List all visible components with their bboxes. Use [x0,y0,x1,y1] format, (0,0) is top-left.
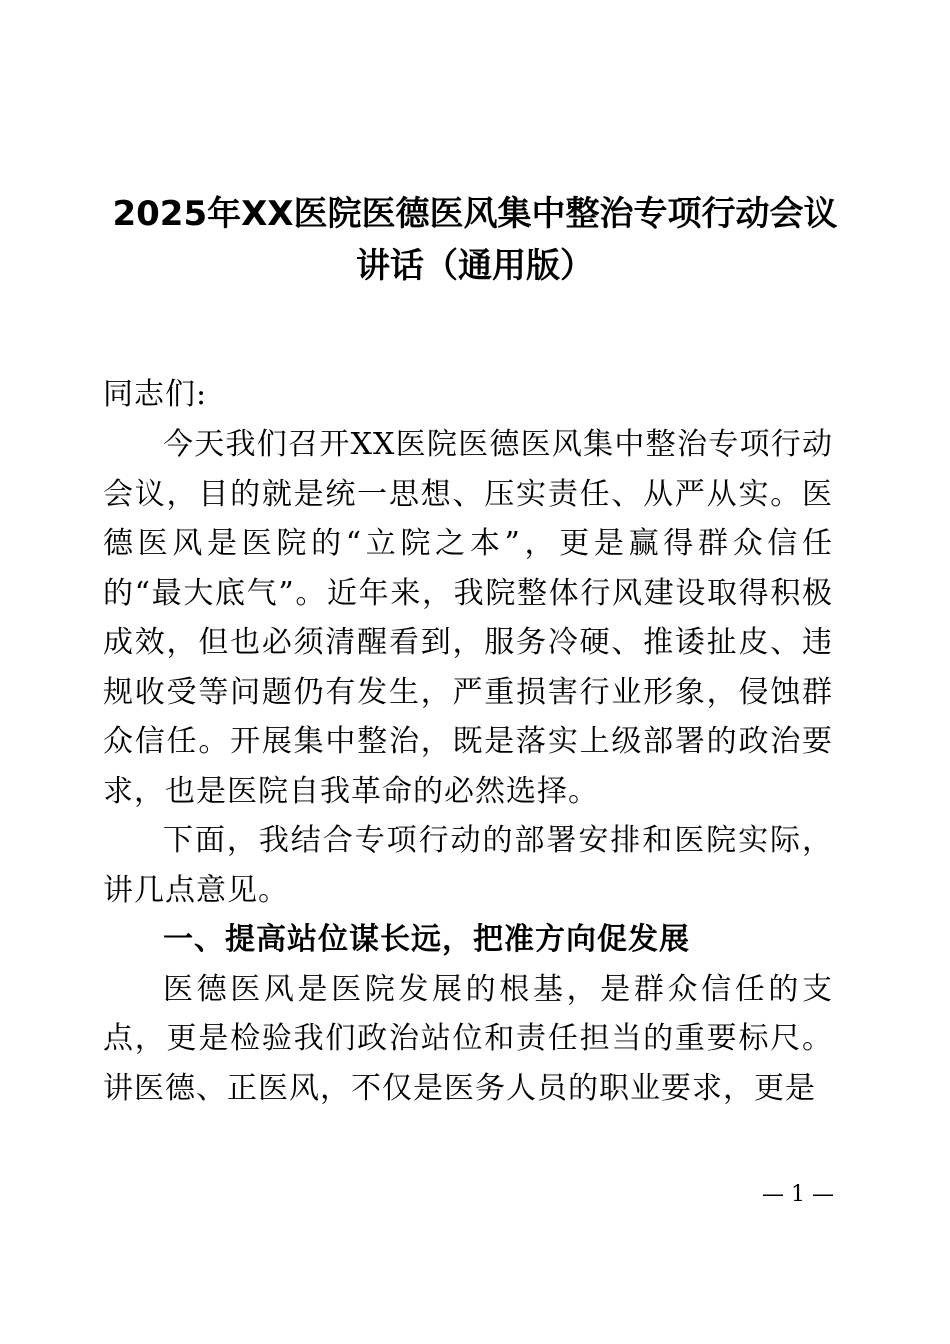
document-body [103,420,833,1113]
salutation: 同志们: [103,377,208,412]
paragraph-section-1: 医德医风是医院发展的根基，是群众信任的支点，更是检验我们政治站位和责任担当的重要标尺。讲医德、正医风，不仅是医务人员的职业要求，更是 [103,971,833,1106]
paragraph-intro: 今天我们召开XX医院医德医风集中整治专项行动会议，目的就是统一思想、压实责任、从严从实。医德医风是医院的“立院之本”，更是赢得群众信任的“最大底气”。近年来，我院整体行风建设取得积极成效，但也必须清醒看到，服务冷硬、推诿扯皮、违规收受等问题仍有发生，严重损害行业形象，侵蚀群众信任。开展集中整治，既是落实上级部署的政治要求，也是医院自我革命的必然选择。 [103,427,833,809]
section-heading-1: 一、提高站位谋长远，把准方向促发展 [163,922,690,957]
paragraph-transition: 下面，我结合专项行动的部署安排和医院实际，讲几点意见。 [103,823,833,908]
document-title-line-1: 2025年XX医院医德医风集中整治专项行动会议 [112,194,838,234]
document-title-line-2: 讲话（通用版） [356,246,594,286]
page-number: — 1 — [762,1182,834,1207]
